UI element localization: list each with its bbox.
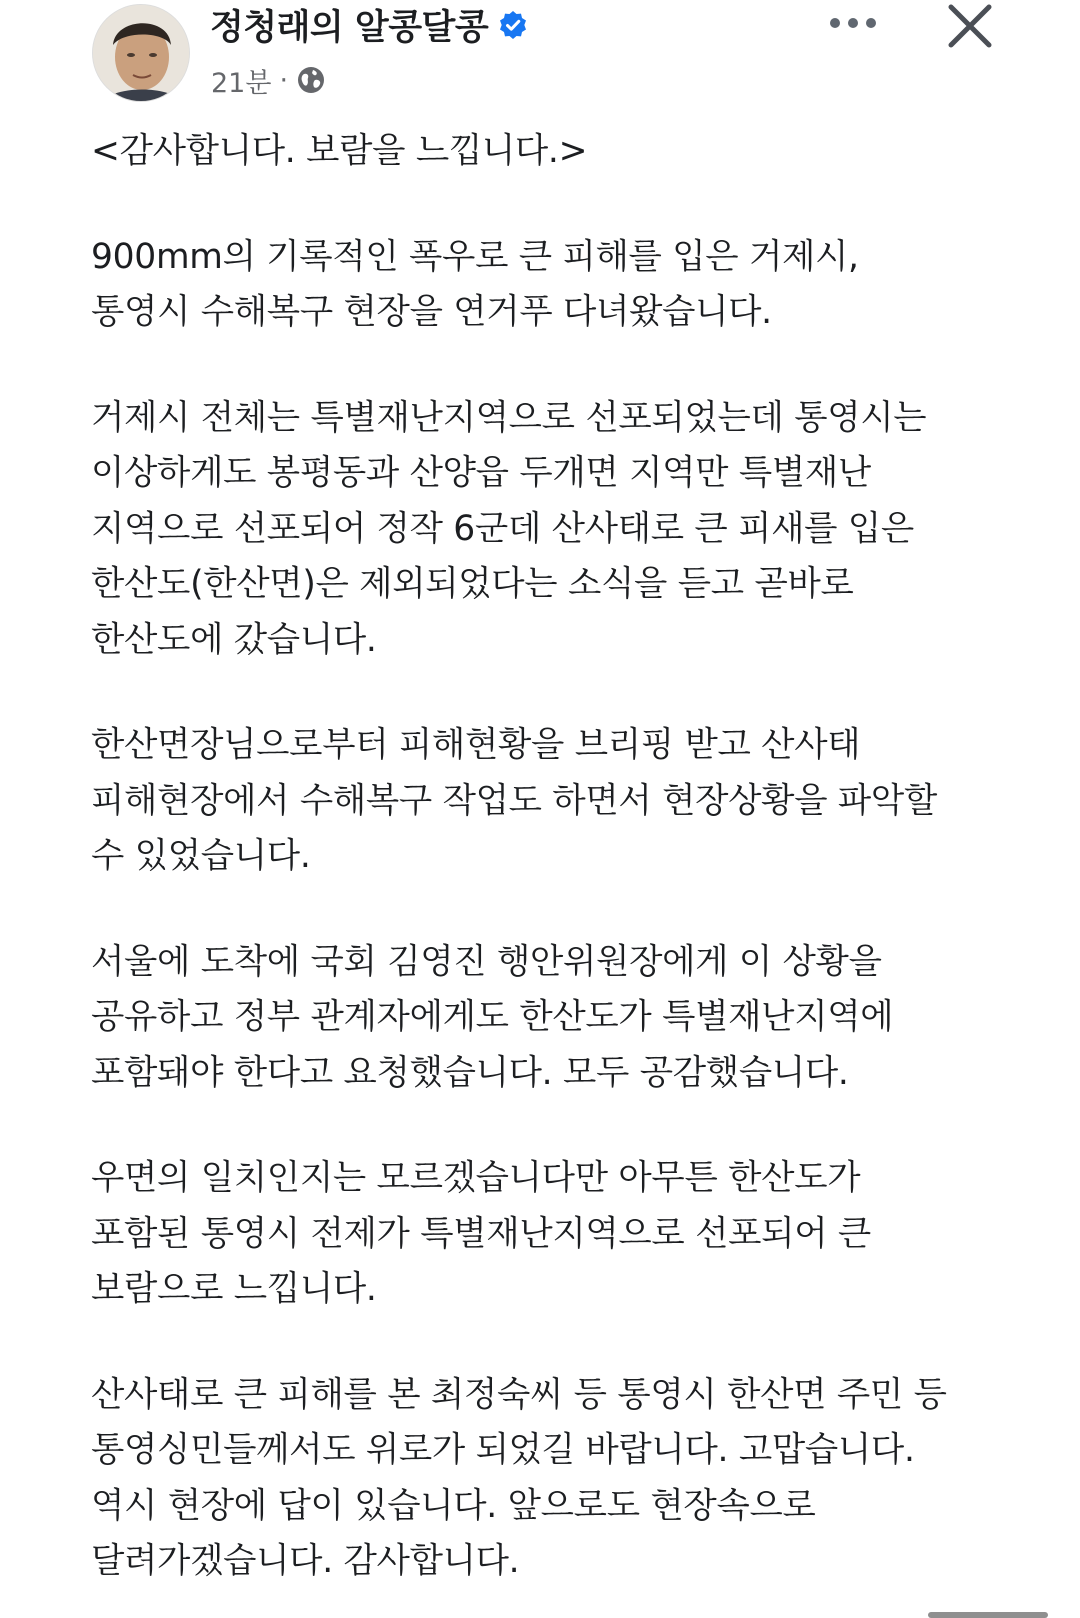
paragraph-line: 우면의 일치인지는 모르겠습니다만 아무튼 한산도가 [91,1158,861,1198]
paragraph-line: 한산면장님으로부터 피해현황을 브리핑 받고 산사태 [91,725,861,765]
paragraph-line: 거제시 전체는 특별재난지역으로 선포되었는데 통영시는 [91,397,927,438]
paragraph-line: 수 있었습니다. [91,836,311,876]
scroll-indicator[interactable] [928,1612,1048,1618]
meta-separator: · [279,64,289,96]
post-header [0,0,1080,110]
paragraph-line: 한산도에 갔습니다. [91,619,377,660]
avatar[interactable] [92,4,190,102]
post-title-line: <감사합니다. 보람을 느낍니다.> [91,131,588,171]
paragraph-line: 이상하게도 봉평동과 산양읍 두개면 지역만 특별재난 [91,453,871,493]
more-options-icon[interactable] [822,6,884,40]
close-icon[interactable] [944,0,996,52]
paragraph-line: 통영싱민들께서도 위로가 되었길 바랍니다. 고맙습니다. [91,1430,915,1470]
paragraph-line: 포함된 통영시 전제가 특별재난지역으로 선포되어 큰 [91,1213,871,1254]
paragraph-line: 산사태로 큰 피해를 본 최정숙씨 등 통영시 한산면 주민 등 [91,1374,947,1415]
paragraph-line: 보람으로 느낍니다. [91,1269,377,1309]
post-meta [211,60,326,100]
paragraph-line: 한산도(한산면)은 제외되었다는 소식을 듣고 곧바로 [91,564,854,604]
paragraph-line: 서울에 도착에 국회 김영진 행안위원장에게 이 상황을 [91,941,882,982]
paragraph-line: 역시 현장에 답이 있습니다. 앞으로도 현장속으로 [91,1485,816,1526]
globe-icon [296,65,326,95]
paragraph-line: 공유하고 정부 관계자에게도 한산도가 특별재난지역에 [91,997,894,1037]
paragraph-line: 포함돼야 한다고 요청했습니다. 모두 공감했습니다. [91,1052,849,1093]
paragraph-line: 지역으로 선포되어 정작 6군데 산사태로 큰 피새를 입은 [91,508,914,549]
paragraph-line: 달려가겠습니다. 감사합니다. [91,1541,520,1581]
post-body [91,124,1061,1590]
author-name[interactable]: 정청래의 알콩달콩 [210,8,489,48]
paragraph-line: 피해현장에서 수해복구 작업도 하면서 현장상황을 파악할 [91,780,937,821]
post-timestamp[interactable]: 21분 [211,67,272,99]
author-row [210,2,528,48]
avatar-photo [93,5,190,102]
paragraph-line: 900mm의 기록적인 폭우로 큰 피해를 입은 거제시, [91,236,859,277]
verified-badge-icon [498,10,528,40]
paragraph-line: 통영시 수해복구 현장을 연거푸 다녀왔습니다. [91,292,772,332]
